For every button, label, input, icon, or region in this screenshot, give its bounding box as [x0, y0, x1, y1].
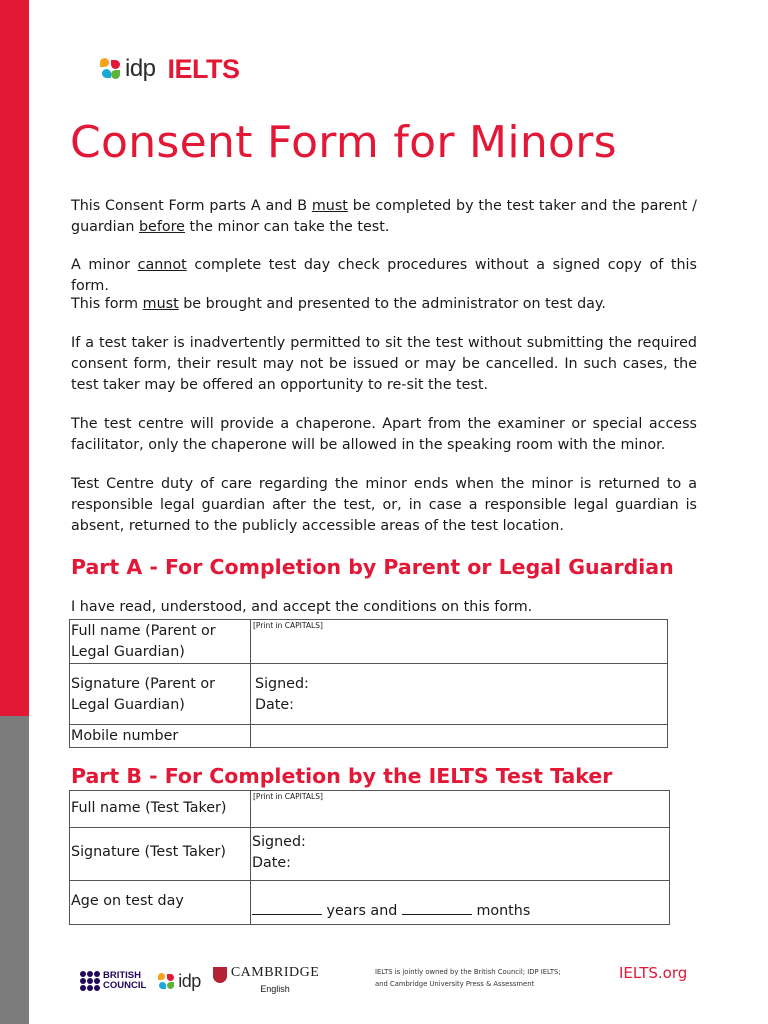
years-label: years and — [326, 903, 398, 919]
table-row — [70, 620, 668, 664]
idp-wordmark: idp — [125, 55, 156, 82]
intro-paragraph-4: If a test taker is inadvertently permitted to sit the test without submitting the required consent form, their result may not be issued or may be cancelled. In such cases, the test taker may be offered an opportunity to re-sit the test. — [71, 335, 697, 393]
test-taker-signature-label: Signature (Test Taker) — [70, 828, 251, 881]
partner-logos — [80, 965, 319, 997]
date-label: Date: — [252, 855, 291, 871]
age-field[interactable] — [251, 881, 670, 925]
print-capitals-hint: [Print in CAPITALS] — [253, 792, 323, 801]
cambridge-logo — [213, 965, 320, 997]
part-b-table — [69, 790, 670, 925]
date-label: Date: — [255, 697, 294, 713]
part-a-heading: Part A - For Completion by Parent or Legal Guardian — [71, 555, 674, 579]
british-council-line-1: BRITISH — [103, 970, 141, 981]
idp-ielts-logo — [100, 52, 240, 86]
intro-paragraph-3: This form must be brought and presented to the administrator on test day. — [71, 296, 606, 312]
table-row — [70, 791, 670, 828]
idp-mark-icon — [158, 973, 175, 990]
ownership-note: IELTS is jointly owned by the British Council; IDP IELTS; and Cambridge University Press & Assessment — [375, 968, 561, 988]
table-row — [70, 881, 670, 925]
table-row — [70, 725, 668, 748]
age-on-test-day-label: Age on test day — [70, 881, 251, 925]
part-b-heading: Part B - For Completion by the IELTS Test Taker — [71, 764, 613, 788]
months-blank[interactable] — [402, 901, 472, 915]
part-a-table — [69, 619, 668, 748]
idp-footer-wordmark: idp — [178, 970, 201, 991]
page-title: Consent Form for Minors — [70, 117, 617, 168]
ielts-wordmark: IELTS — [167, 53, 240, 84]
mobile-number-label: Mobile number — [70, 725, 251, 748]
table-row — [70, 828, 670, 881]
british-council-line-2: COUNCIL — [103, 980, 147, 991]
acceptance-statement: I have read, understood, and accept the conditions on this form. — [71, 599, 533, 615]
guardian-signature-field[interactable] — [251, 664, 668, 725]
cambridge-shield-icon — [213, 967, 227, 983]
signed-label: Signed: — [255, 676, 309, 692]
guardian-name-field[interactable] — [251, 620, 668, 664]
cambridge-english: English — [260, 984, 290, 994]
guardian-signature-label: Signature (Parent or Legal Guardian) — [70, 664, 251, 725]
side-stripe-gray — [0, 716, 29, 1024]
guardian-name-label: Full name (Parent or Legal Guardian) — [70, 620, 251, 664]
cambridge-wordmark: CAMBRIDGE — [230, 965, 320, 980]
british-council-dots-icon — [80, 971, 100, 991]
print-capitals-hint: [Print in CAPITALS] — [253, 621, 323, 630]
side-stripe-red — [0, 0, 29, 716]
idp-mark-icon — [100, 58, 122, 80]
test-taker-signature-field[interactable] — [251, 828, 670, 881]
intro-paragraph-6: Test Centre duty of care regarding the minor ends when the minor is returned to a responsible legal guardian after the test, or, in case a responsible legal guardian is absent, returned to the publicly accessible areas of the test location. — [71, 476, 697, 534]
test-taker-name-label: Full name (Test Taker) — [70, 791, 251, 828]
table-row — [70, 664, 668, 725]
months-label: months — [476, 903, 531, 919]
years-blank[interactable] — [252, 901, 322, 915]
mobile-number-field[interactable] — [251, 725, 668, 748]
british-council-logo — [80, 971, 146, 991]
ielts-website-link[interactable]: IELTS.org — [619, 964, 688, 982]
intro-paragraph-2: A minor cannot complete test day check procedures without a signed copy of this form. — [71, 257, 697, 294]
idp-footer-logo — [158, 971, 201, 992]
signed-label: Signed: — [252, 834, 306, 850]
test-taker-name-field[interactable] — [251, 791, 670, 828]
intro-paragraph-1: This Consent Form parts A and B must be completed by the test taker and the parent / guardian before the minor can take the test. — [71, 198, 697, 235]
intro-paragraph-5: The test centre will provide a chaperone. Apart from the examiner or special access facilitator, only the chaperone will be allowed in the speaking room with the minor. — [71, 416, 697, 453]
